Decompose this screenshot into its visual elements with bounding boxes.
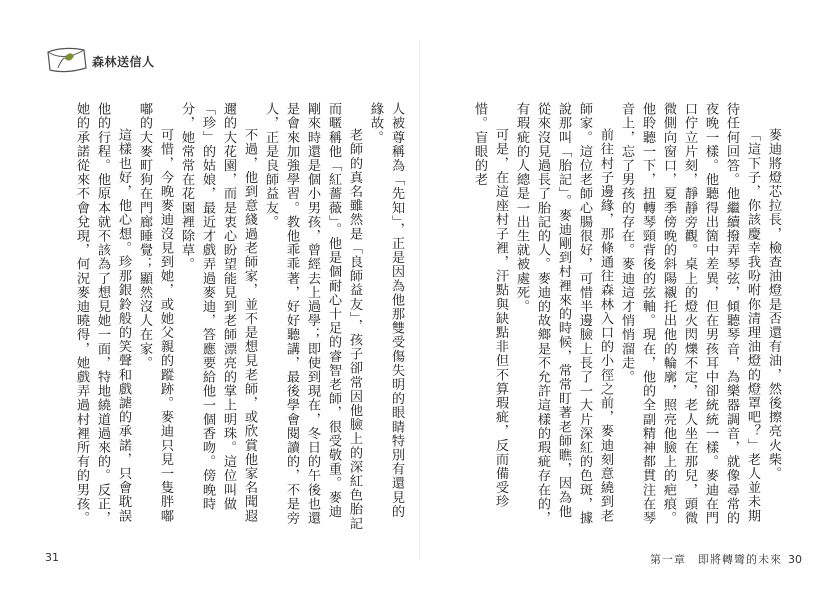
right-page-number: 30 [788, 553, 802, 566]
series-logo [44, 44, 184, 76]
paragraph: 這樣也好，他心想。珍那銀鈴般的笑聲和戲謔的承諾，只會耽誤他的行程。他原本就不該為了想見她一面，特地繞道過來的。反正，她的承諾從來不會兌現，何況麥迪曉得，她戲弄過村裡所有的男孩。 [74, 102, 131, 525]
paragraph: 人被尊稱為「先知」，正是因為他那雙受傷失明的眼睛特別有還見的緣故。 [368, 102, 404, 519]
paragraph: 可是，在這座村子裡，汗點與缺點非但不算瑕疵，反而備受珍惜。盲眼的老 [472, 102, 508, 510]
right-page-footer [644, 551, 802, 567]
page-gutter [419, 40, 420, 560]
series-logo-text: 森林送信人 [92, 55, 155, 69]
right-page-body [434, 102, 784, 532]
paragraph: 麥迪將燈芯拉長，檢查油燈是否還有油，然後擦亮火柴。 [766, 128, 781, 481]
chapter-title: 第一章 即將轉彎的未來 [650, 553, 782, 566]
left-page-number: 31 [45, 551, 59, 564]
paragraph: 前往村子邊緣，那條通往森林入口的小徑之前，麥迪刻意繞到老師家。這位老師心腸很好，可惜半邊臉上長了一大片深紅的色斑，據說那叫「胎記」。麥迪剛到村裡來的時候，常常盯著老師瞧，因為他從來沒見過長了胎記的人。麥迪的故鄉是不允許這樣的瑕疵存在的，有瑕疵的人總是一出生就被處死。 [514, 102, 613, 525]
paragraph: 不過，他到意綫過老師家，並不是想見老師，或欣賞他家名聞遐邇的大花園，而是衷心盼望能見到老師漂亮的掌上明珠。這位叫做「珍」的姑娘，最近才戲弄過麥迪，答應要給他一個香吻。傍晚時分，她常常在花園裡除草。 [179, 102, 257, 524]
paragraph: 老師的真名雖然是「良師益友」，孩子卻常因他臉上的深紅色胎記而暱稱他「紅薔薇」。他是個耐心十足的睿智老師，很受敬重。麥迪剛來時還是個小男孩，曾經去上過學；即使到現在，冬日的午後也還是會來加強學習。教他乖乖著，好好聽講，最後學會閱讀的，不是旁人，正是良師益友。 [263, 102, 362, 531]
paragraph: 可惜，今晚麥迪沒見到她，或她父親的蹤跡。麥迪只見一隻胖嘟嘟的大麥町狗在門廊睡覺；顯然沒人在家。 [137, 102, 173, 524]
paragraph: 「這下子，你該慶幸我吩咐你清理油燈的燈罩吧？」老人並未期待任何回答。他繼續撥弄琴弦，傾聽琴音，為樂器調音，就像尋常的夜晚一樣。他聽得出箇中差異，但在男孩耳中卻統統一樣。麥迪在門口佇立片刻，靜靜旁觀。桌上的燈火閃爍不定，老人坐在那兒，頭微微側向窗口，夏季傍晚的斜陽襯托出他的輪廓，照亮他臉上的疤痕。他聆聽一下，扭轉琴頸背後的弦軸。現在，他的全副精神都貫注在琴音上，忘了男孩的存在。麥迪這才悄悄溜走。 [619, 102, 760, 525]
envelope-leaf-icon [44, 44, 90, 76]
left-page-body [73, 102, 407, 532]
